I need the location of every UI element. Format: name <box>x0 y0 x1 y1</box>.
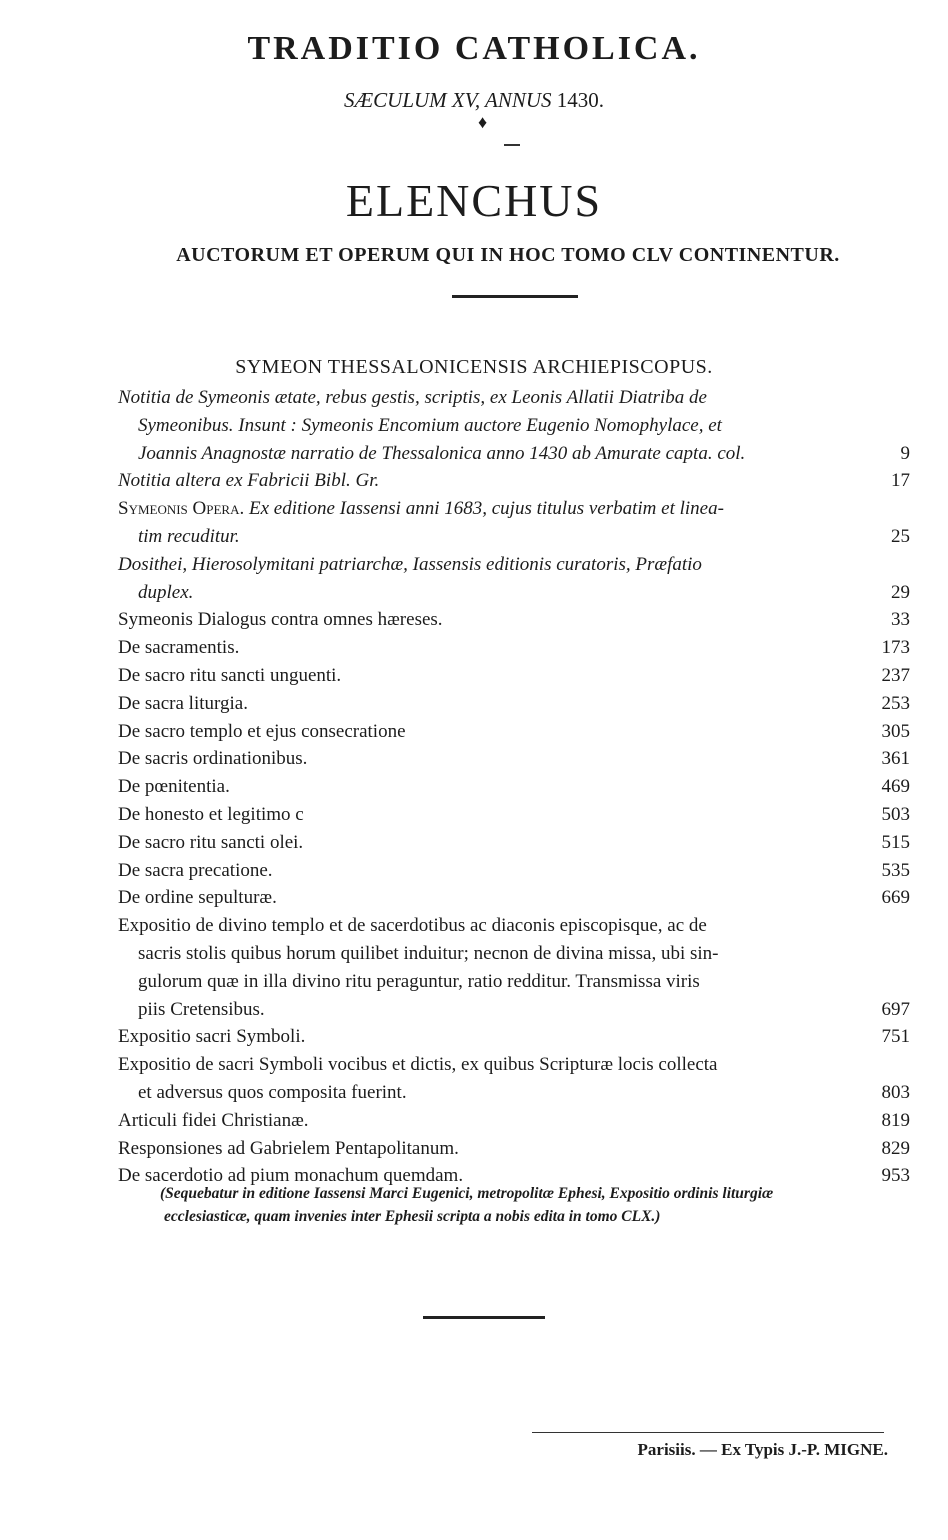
page-number: 803 <box>881 1081 910 1103</box>
saeculum-label: SÆCULUM XV, ANNUS <box>343 88 552 112</box>
contents-entry <box>118 745 910 773</box>
entry-line <box>118 440 910 468</box>
page-number: 305 <box>881 720 910 742</box>
entry-text: Expositio de divino templo et de sacerdotibus ac diaconis episcopisque, ac de <box>118 915 707 937</box>
entry-text: piis Cretensibus. <box>138 998 265 1020</box>
contents-entry <box>118 634 910 662</box>
ornament-dash <box>504 144 520 146</box>
subtitle: AUCTORUM ET OPERUM QUI IN HOC TOMO CLV CONTINENTUR. <box>176 244 840 266</box>
entry-text: Responsiones ad Gabrielem Pentapolitanum. <box>118 1137 459 1159</box>
entry-text: Expositio sacri Symboli. <box>118 1026 306 1048</box>
contents-entry <box>118 718 910 746</box>
page-number: 819 <box>881 1109 910 1131</box>
page-number: 33 <box>891 609 910 631</box>
entry-text <box>118 495 724 523</box>
entry-text: Notitia altera ex Fabricii Bibl. Gr. <box>118 470 380 492</box>
entry-line <box>118 745 910 773</box>
entry-line <box>118 523 910 551</box>
entry-line <box>118 634 910 662</box>
entry-line <box>118 412 910 440</box>
ornament-icon: ♦ <box>478 112 488 132</box>
entry-rest: Ex editione Iassensi anni 1683, cujus titulus verbatim et linea- <box>244 498 724 520</box>
page-number: 535 <box>881 859 910 881</box>
entry-text: sacris stolis quibus horum quilibet induitur; necnon de divina missa, ubi sin- <box>138 942 719 964</box>
saeculum-year: 1430. <box>556 88 604 112</box>
page-number: 751 <box>881 1026 910 1048</box>
entry-text: Joannis Anagnostæ narratio de Thessalonica anno 1430 ab Amurate capta. col. <box>138 442 746 464</box>
page-number: 697 <box>881 998 910 1020</box>
page-number: 953 <box>881 1165 910 1187</box>
page-title: TRADITIO CATHOLICA. <box>247 30 701 67</box>
page-number: 9 <box>900 442 910 464</box>
entry-line <box>118 1051 910 1079</box>
entry-line <box>118 857 910 885</box>
footnote <box>160 1182 876 1228</box>
entry-line <box>118 968 910 996</box>
contents-entry <box>118 606 910 634</box>
contents-entry <box>118 662 910 690</box>
divider-rule <box>423 1316 545 1319</box>
page-number: 469 <box>881 776 910 798</box>
entry-text: Expositio de sacri Symboli vocibus et dictis, ex quibus Scripturæ locis collecta <box>118 1054 718 1076</box>
entry-text: De pœnitentia. <box>118 776 230 798</box>
entry-line <box>118 1107 910 1135</box>
contents-entry <box>118 829 910 857</box>
entry-text: et adversus quos composita fuerint. <box>138 1081 407 1103</box>
page-number: 503 <box>881 803 910 825</box>
contents-entry <box>118 551 910 607</box>
entry-text: De sacro ritu sancti olei. <box>118 831 304 853</box>
entry-line <box>118 996 910 1024</box>
page-number: 669 <box>881 887 910 909</box>
contents-entry <box>118 857 910 885</box>
entry-line <box>118 1079 910 1107</box>
contents-entry <box>118 801 910 829</box>
contents-entry <box>118 773 910 801</box>
contents-entry <box>118 1051 910 1107</box>
entry-text: tim recuditur. <box>138 525 240 547</box>
contents-entry <box>118 1135 910 1163</box>
contents-list <box>118 384 910 1190</box>
entry-text: gulorum quæ in illa divino ritu peraguntur, ratio redditur. Transmissa viris <box>138 970 700 992</box>
divider-rule <box>452 295 578 298</box>
footnote-line-2: ecclesiasticæ, quam invenies inter Ephesii scripta a nobis edita in tomo CLX.) <box>164 1208 661 1225</box>
contents-entry <box>118 690 910 718</box>
page-number: 237 <box>881 664 910 686</box>
page-number: 253 <box>881 692 910 714</box>
footnote-line-1: (Sequebatur in editione Iassensi Marci Eugenici, metropolitæ Ephesi, Expositio ordinis liturgiæ <box>160 1185 774 1202</box>
entry-line <box>118 606 910 634</box>
entry-text: Symeonis Dialogus contra omnes hæreses. <box>118 609 443 631</box>
contents-entry <box>118 495 910 551</box>
page-number: 173 <box>881 637 910 659</box>
entry-text: De ordine sepulturæ. <box>118 887 277 909</box>
contents-entry <box>118 467 910 495</box>
entry-line <box>118 467 910 495</box>
entry-line <box>118 579 910 607</box>
entry-text: De honesto et legitimo c <box>118 803 304 825</box>
entry-text: Articuli fidei Christianæ. <box>118 1109 309 1131</box>
entry-line <box>118 384 910 412</box>
entry-line <box>118 1135 910 1163</box>
contents-entry <box>118 1107 910 1135</box>
author-heading: SYMEON THESSALONICENSIS ARCHIEPISCOPUS. <box>235 356 713 378</box>
page-number: 17 <box>891 470 910 492</box>
imprint-rule <box>532 1432 884 1433</box>
entry-line <box>118 662 910 690</box>
entry-text: De sacris ordinationibus. <box>118 748 308 770</box>
entry-line <box>118 551 910 579</box>
contents-entry <box>118 912 910 1023</box>
entry-text: Symeonibus. Insunt : Symeonis Encomium auctore Eugenio Nomophylace, et <box>138 414 722 436</box>
entry-text: De sacro templo et ejus consecratione <box>118 720 406 742</box>
saeculum-line <box>0 88 948 113</box>
entry-smallcaps: Symeonis Opera. <box>118 498 245 520</box>
entry-text: Dosithei, Hierosolymitani patriarchæ, Iassensis editionis curatoris, Præfatio <box>118 553 702 575</box>
page-number: 29 <box>891 581 910 603</box>
imprint: Parisiis. — Ex Typis J.-P. MIGNE. <box>637 1440 888 1459</box>
contents-entry <box>118 884 910 912</box>
contents-entry <box>118 1023 910 1051</box>
entry-line <box>118 940 910 968</box>
entry-line <box>118 801 910 829</box>
entry-text: De sacra precatione. <box>118 859 273 881</box>
page-number: 361 <box>881 748 910 770</box>
entry-text: De sacerdotio ad pium monachum quemdam. <box>118 1165 464 1187</box>
elenchus-heading: ELENCHUS <box>345 175 603 226</box>
entry-text: De sacro ritu sancti unguenti. <box>118 664 342 686</box>
entry-line <box>118 884 910 912</box>
entry-line <box>118 912 910 940</box>
page-number: 515 <box>881 831 910 853</box>
page-number: 829 <box>881 1137 910 1159</box>
entry-text: De sacramentis. <box>118 637 240 659</box>
entry-line <box>118 690 910 718</box>
entry-line <box>118 718 910 746</box>
entry-text: duplex. <box>138 581 194 603</box>
entry-line <box>118 495 910 523</box>
page-number: 25 <box>891 525 910 547</box>
entry-line <box>118 829 910 857</box>
entry-text: De sacra liturgia. <box>118 692 248 714</box>
entry-text: Notitia de Symeonis ætate, rebus gestis, scriptis, ex Leonis Allatii Diatriba de <box>118 387 707 408</box>
entry-line <box>118 773 910 801</box>
entry-line <box>118 1023 910 1051</box>
contents-entry <box>118 384 910 467</box>
